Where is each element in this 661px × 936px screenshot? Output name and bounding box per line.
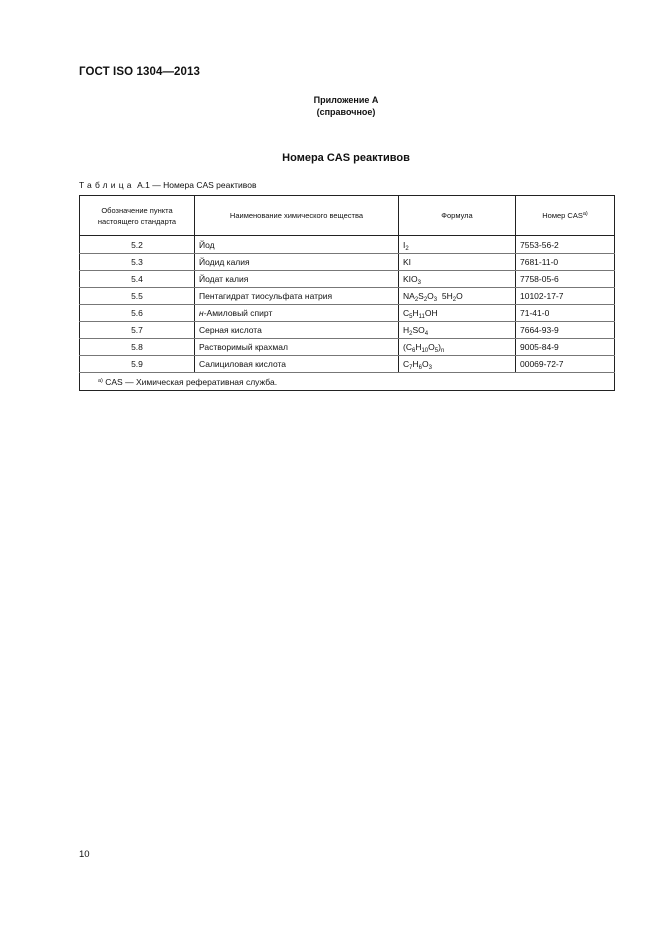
formula-part: ) xyxy=(438,342,441,352)
clause-cell: 5.6 xyxy=(80,305,195,322)
clause-cell: 5.7 xyxy=(80,322,195,339)
substance-cell: Салициловая кислота xyxy=(195,356,399,373)
formula-part: SO xyxy=(412,325,425,335)
table-row xyxy=(80,305,615,322)
formula-part: O xyxy=(428,342,435,352)
footnote-text: CAS — Химическая реферативная служба. xyxy=(102,376,278,387)
cas-cell: 7664-93-9 xyxy=(516,322,615,339)
formula-subscript: 10 xyxy=(421,348,429,354)
formula-subscript: 6 xyxy=(411,348,416,354)
table-row xyxy=(80,236,615,254)
formula-subscript: 5 xyxy=(434,348,439,354)
formula-cell xyxy=(399,305,516,322)
header-clause: Обозначение пункта настоящего стандарта xyxy=(80,196,195,236)
table-row xyxy=(80,356,615,373)
clause-cell: 5.8 xyxy=(80,339,195,356)
formula-part: O xyxy=(427,291,434,301)
formula-part: H xyxy=(412,359,419,369)
formula-part: I xyxy=(403,240,406,250)
formula-part: H xyxy=(412,308,419,318)
substance-cell: Серная кислота xyxy=(195,322,399,339)
formula-cell xyxy=(399,288,516,305)
clause-cell: 5.3 xyxy=(80,254,195,271)
formula-part: C xyxy=(403,308,410,318)
formula-subscript: n xyxy=(440,348,445,354)
substance-name: -Амиловый спирт xyxy=(203,308,273,318)
formula-subscript: 2 xyxy=(414,297,419,303)
table-header-row xyxy=(80,196,615,236)
section-title: Номера CAS реактивов xyxy=(282,152,410,164)
table-row xyxy=(80,254,615,271)
cas-cell: 71-41-0 xyxy=(516,305,615,322)
cas-cell: 10102-17-7 xyxy=(516,288,615,305)
substance-cell: Йод xyxy=(195,236,399,254)
formula-part: KIO xyxy=(403,274,418,284)
table-row xyxy=(80,339,615,356)
table-row xyxy=(80,271,615,288)
clause-cell: 5.4 xyxy=(80,271,195,288)
formula-part: NA xyxy=(403,291,415,301)
formula-subscript: 3 xyxy=(428,365,432,371)
formula-part: 5H xyxy=(437,291,453,301)
table-footnote xyxy=(80,373,615,391)
formula-subscript: 2 xyxy=(409,331,413,337)
header-name: Наименование химического вещества xyxy=(195,196,399,236)
appendix-subtitle: (справочное) xyxy=(316,107,376,117)
formula-cell xyxy=(399,271,516,288)
header-formula: Формула xyxy=(399,196,516,236)
document-header: ГОСТ ISO 1304—2013 xyxy=(79,66,201,78)
substance-cell: Пентагидрат тиосульфата натрия xyxy=(195,288,399,305)
header-cas-footnote-mark: а) xyxy=(582,211,588,217)
formula-cell xyxy=(399,339,516,356)
formula-part: KI xyxy=(403,257,412,267)
cas-cell: 7758-05-6 xyxy=(516,271,615,288)
footnote-mark: а) xyxy=(98,377,103,384)
substance-cell: Йодат калия xyxy=(195,271,399,288)
appendix-heading xyxy=(0,94,661,118)
clause-cell: 5.5 xyxy=(80,288,195,305)
formula-subscript: 3 xyxy=(433,297,438,303)
formula-subscript: 2 xyxy=(423,297,428,303)
formula-part: H xyxy=(403,325,410,335)
cas-cell: 9005-84-9 xyxy=(516,339,615,356)
formula-part: C xyxy=(403,359,410,369)
formula-part: (C xyxy=(403,342,412,352)
formula-subscript: 4 xyxy=(424,331,429,337)
formula-part: O xyxy=(421,359,429,369)
cas-cell: 7681-11-0 xyxy=(516,254,615,271)
formula-subscript: 7 xyxy=(409,365,413,371)
table-footnote-row xyxy=(80,373,615,391)
formula-subscript: 11 xyxy=(418,314,425,320)
table-caption-label: Таблица xyxy=(79,180,135,190)
formula-part: O xyxy=(456,291,463,301)
formula-cell xyxy=(399,236,516,254)
formula-part: S xyxy=(418,291,424,301)
cas-cell: 00069-72-7 xyxy=(516,356,615,373)
clause-cell: 5.2 xyxy=(80,236,195,254)
table-caption-text: А.1 — Номера CAS реактивов xyxy=(134,180,257,190)
substance-cell: Растворимый крахмал xyxy=(195,339,399,356)
clause-cell: 5.9 xyxy=(80,356,195,373)
formula-subscript: 2 xyxy=(405,246,409,252)
formula-cell xyxy=(399,254,516,271)
formula-subscript: 2 xyxy=(452,297,457,303)
cas-cell: 7553-56-2 xyxy=(516,236,615,254)
formula-cell xyxy=(399,322,516,339)
formula-subscript: 5 xyxy=(409,314,413,320)
table-row xyxy=(80,288,615,305)
formula-cell xyxy=(399,356,516,373)
appendix-title: Приложение А xyxy=(313,95,379,105)
cas-table xyxy=(79,195,615,391)
page-number: 10 xyxy=(79,849,90,860)
formula-part: H xyxy=(415,342,422,352)
table-row xyxy=(80,322,615,339)
header-cas-label: Номер CAS xyxy=(542,211,583,220)
table-caption xyxy=(79,180,256,190)
formula-subscript: 3 xyxy=(417,280,421,286)
substance-cell xyxy=(195,305,399,322)
formula-subscript: 6 xyxy=(418,365,422,371)
substance-name-prefix: н xyxy=(199,308,204,318)
header-cas xyxy=(516,196,615,236)
formula-part: OH xyxy=(424,308,438,318)
substance-cell: Йодид калия xyxy=(195,254,399,271)
